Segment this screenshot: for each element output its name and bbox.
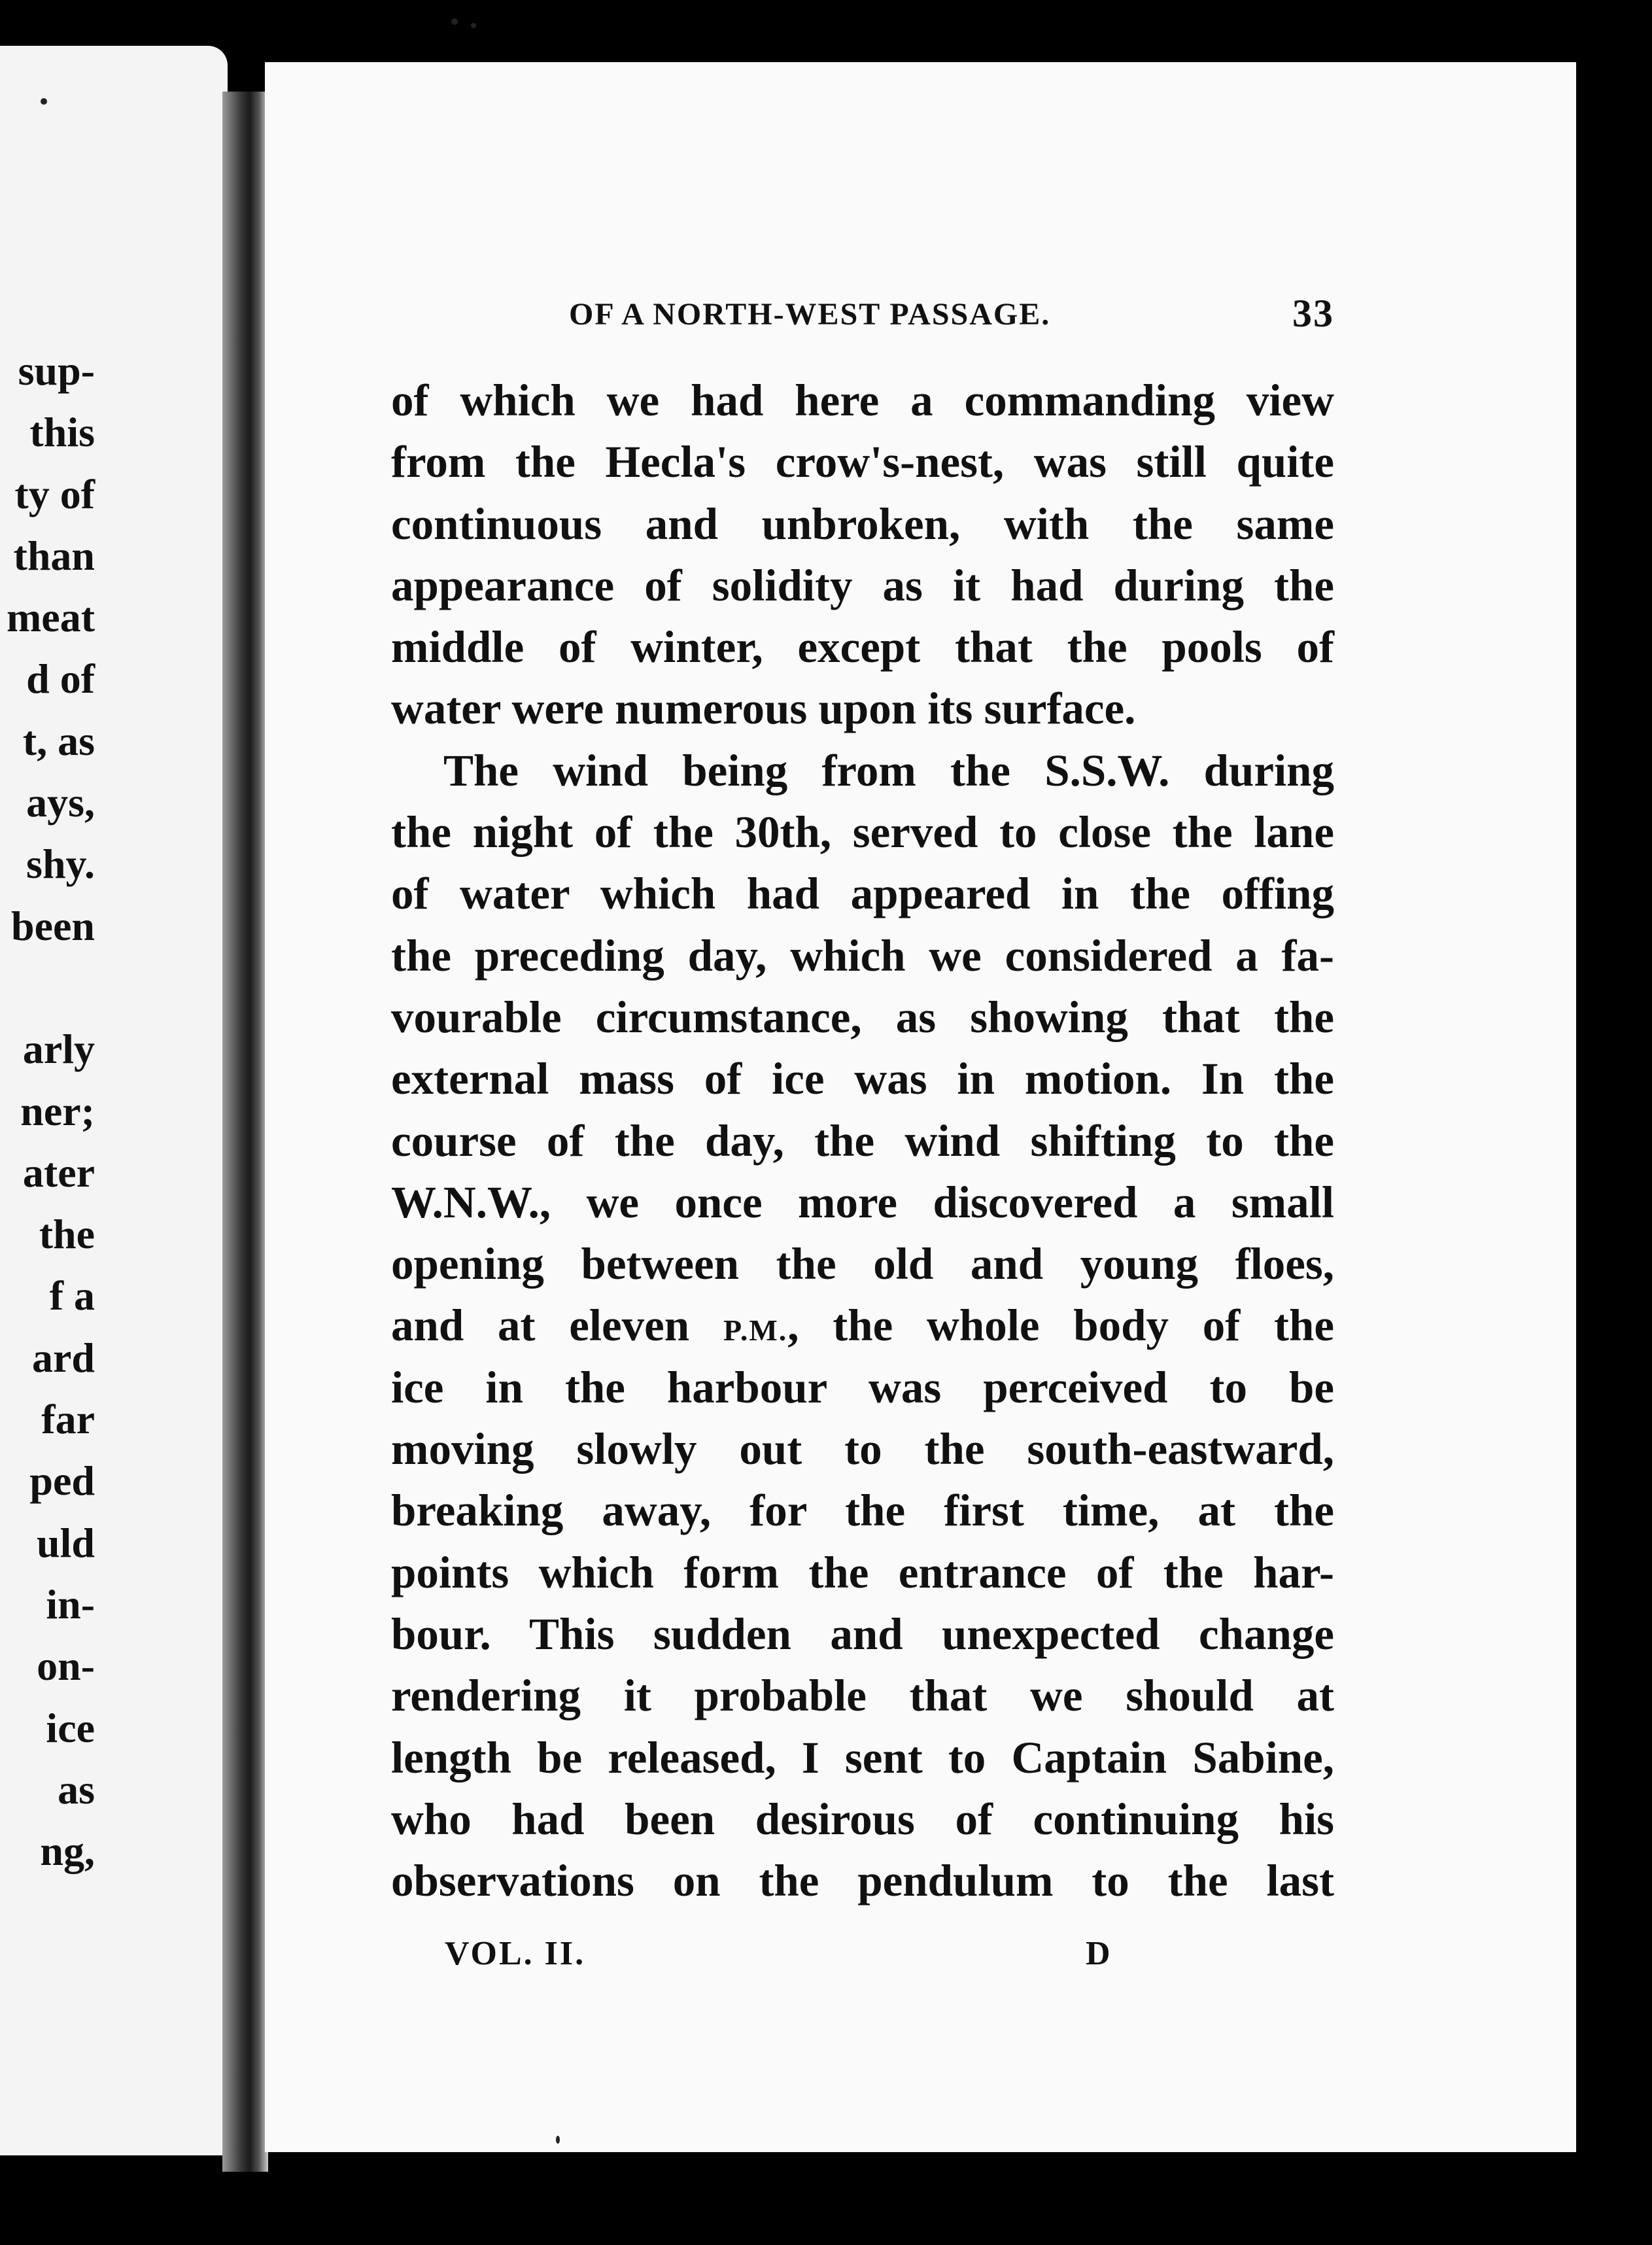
previous-page-line-fragment: far	[41, 1396, 95, 1443]
text-line: external mass of ice was in motion. In the	[391, 1054, 1334, 1104]
text-line: rendering it probable that we should at	[391, 1671, 1334, 1721]
scan-speck	[556, 2136, 560, 2144]
text-line: vourable circumstance, as showing that the	[391, 992, 1334, 1042]
text-line: water were numerous upon its surface.	[391, 684, 1136, 734]
gathering-signature-mark: D	[1086, 1935, 1110, 1972]
text-line: The wind being from the S.S.W. during	[443, 745, 1334, 795]
text-line: who had been desirous of continuing his	[391, 1794, 1334, 1844]
previous-page-line-fragment: in-	[46, 1580, 95, 1627]
previous-page-line-fragment: ty of	[14, 470, 95, 517]
text-line: the preceding day, which we considered a fa-	[391, 930, 1334, 981]
book-gutter	[222, 92, 268, 2172]
previous-page-line-fragment: uld	[37, 1519, 95, 1566]
text-line: from the Hecla's crow's-nest, was still quite	[391, 437, 1334, 487]
text-line: moving slowly out to the south-eastward,	[391, 1424, 1334, 1474]
running-title: OF A NORTH-WEST PASSAGE.	[569, 297, 1051, 332]
text-line: observations on the pendulum to the last	[391, 1856, 1334, 1906]
previous-page-line-fragment: t, as	[22, 717, 95, 764]
text-line-segment: , the whole body of the	[787, 1300, 1334, 1351]
previous-page-line-fragment: as	[58, 1766, 95, 1813]
text-line: of water which had appeared in the offing	[391, 869, 1334, 919]
small-caps-abbreviation: P.M.	[723, 1314, 788, 1348]
previous-page-line-fragment: ice	[46, 1704, 95, 1751]
previous-page-line-fragment: ard	[32, 1334, 95, 1381]
text-line: length be released, I sent to Captain Sabine,	[391, 1732, 1334, 1783]
text-line: ice in the harbour was perceived to be	[391, 1362, 1334, 1412]
previous-page-text-fragments	[0, 340, 95, 1882]
previous-page-line-fragment: the	[39, 1211, 95, 1258]
previous-page-line-fragment: than	[13, 532, 95, 579]
signature-line	[445, 1934, 1110, 1980]
previous-page-line-fragment: been	[11, 902, 95, 949]
text-line: W.N.W., we once more discovered a small	[391, 1177, 1334, 1227]
text-line	[391, 1295, 1334, 1356]
text-line: bour. This sudden and unexpected change	[391, 1609, 1334, 1659]
previous-page-line-fragment: sup-	[18, 347, 95, 394]
scan-speck	[41, 98, 47, 105]
text-line: opening between the old and young floes,	[391, 1239, 1334, 1289]
body-text	[391, 370, 1334, 1911]
text-line: of which we had here a commanding view	[391, 375, 1334, 425]
previous-page-line-fragment: on-	[37, 1643, 95, 1690]
previous-page-line-fragment: ays,	[26, 779, 95, 826]
text-line: the night of the 30th, served to close the lane	[391, 807, 1334, 858]
running-head	[569, 292, 1334, 342]
previous-page-line-fragment: d of	[26, 655, 95, 703]
previous-page-line-fragment: arly	[22, 1026, 95, 1073]
scan-speck	[471, 23, 476, 28]
volume-signature: VOL. II.	[445, 1935, 586, 1972]
previous-page-line-fragment: ng,	[40, 1828, 95, 1875]
text-line: appearance of solidity as it had during the	[391, 560, 1334, 610]
previous-page-line-fragment: meat	[6, 594, 95, 641]
text-line-segment: and at eleven	[391, 1300, 723, 1351]
previous-page-line-fragment	[0, 957, 95, 1018]
previous-page-line-fragment: shy.	[26, 841, 95, 888]
text-line: breaking away, for the first time, at the	[391, 1486, 1334, 1536]
previous-page-line-fragment: this	[29, 409, 95, 456]
previous-page-line-fragment: ped	[29, 1457, 95, 1505]
previous-page-line-fragment: ater	[22, 1149, 95, 1196]
page-number: 33	[1292, 292, 1334, 335]
text-line: points which form the entrance of the har-	[391, 1547, 1334, 1597]
previous-page-line-fragment: ner;	[20, 1087, 95, 1134]
text-line: continuous and unbroken, with the same	[391, 498, 1334, 549]
text-line: course of the day, the wind shifting to the	[391, 1115, 1334, 1166]
text-line: middle of winter, except that the pools of	[391, 622, 1334, 672]
scan-speck	[451, 18, 458, 25]
previous-page-line-fragment: f a	[49, 1272, 95, 1319]
